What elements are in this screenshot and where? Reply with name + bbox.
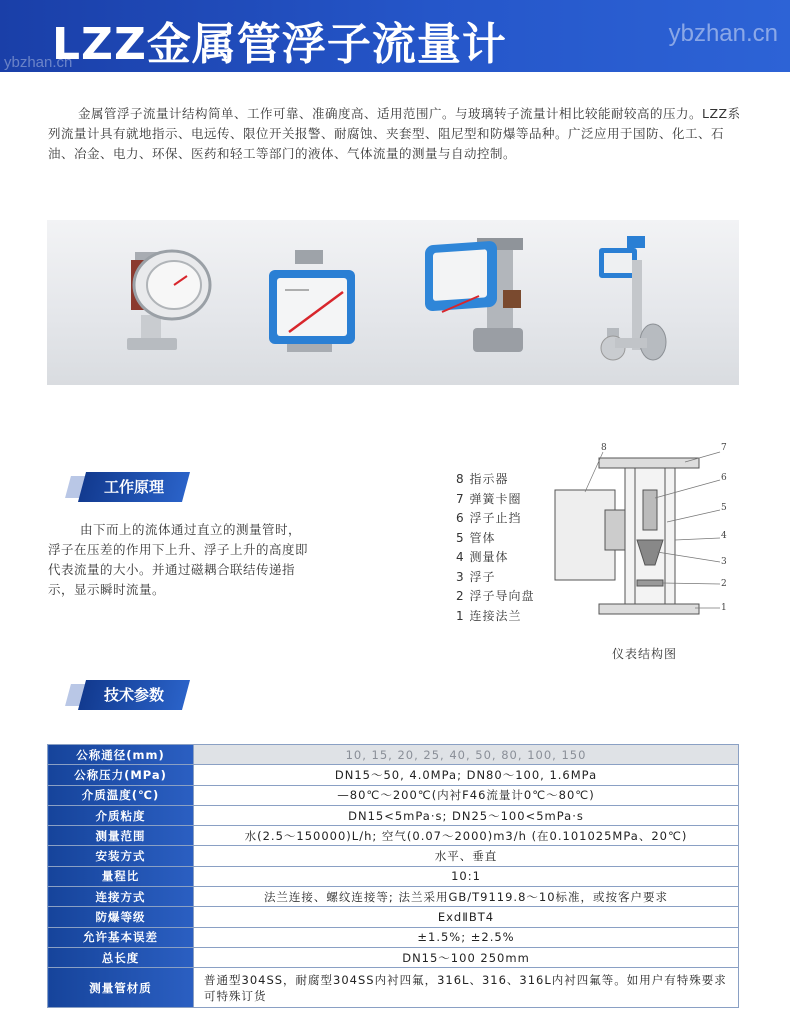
table-row [48,805,739,825]
table-row [48,968,739,1008]
principle-heading-badge [82,472,186,502]
table-row [48,765,739,785]
legend-item: 7 弹簧卡圈 [456,491,522,506]
spec-key: 量程比 [48,866,194,886]
diagram-number: 8 [601,443,607,453]
diagram-number: 4 [721,531,727,541]
page-title: LZZ金属管浮子流量计 [52,19,507,70]
diagram-number: 5 [721,503,727,513]
spec-value: 法兰连接、螺纹连接等; 法兰采用GB/T9119.8～10标准，或按客户要求 [194,887,739,907]
legend-item: 2 浮子导向盘 [456,589,535,603]
spec-key: 介质粘度 [48,805,194,825]
spec-table [47,744,739,1008]
legend-item: 5 管体 [456,530,496,545]
intro-paragraph: 金属管浮子流量计结构简单、工作可靠、准确度高、适用范围广。与玻璃转子流量计相比较能耐较高的压力。LZZ系列流量计具有就地指示、电远传、限位开关报警、耐腐蚀、夹套型、阻尼型和防爆等品种。广泛应用于国防、化工、石油、冶金、电力、环保、医药和轻工等部门的液体、气体流量的测量与自动控制。 [48,106,741,161]
specs-heading-badge [82,680,186,710]
watermark: ybzhan.cn [668,20,778,47]
spec-value: 10, 15, 20, 25, 40, 50, 80, 100, 150 [194,745,739,765]
principle-heading: 工作原理 [103,478,164,496]
spec-key: 公称压力(MPa) [48,765,194,785]
spec-key: 介质温度(℃) [48,785,194,805]
spec-value: DN15～100 250mm [194,947,739,967]
table-row [48,785,739,805]
spec-value: 10:1 [194,866,739,886]
table-row [48,927,739,947]
spec-value: 普通型304SS，耐腐型304SS内衬四氟，316L、316、316L内衬四氟等。如用户有特殊要求可特殊订货 [194,968,739,1008]
diagram-number: 6 [721,473,727,483]
legend-item: 6 浮子止挡 [456,511,522,525]
principle-paragraph: 由下而上的流体通过直立的测量管时，浮子在压差的作用下上升、浮子上升的高度即代表流量的大小。并通过磁耦合联结传递指示，显示瞬时流量。 [48,522,309,597]
spec-value: 水平、垂直 [194,846,739,866]
product-photos [47,220,739,385]
diagram-caption: 仪表结构图 [612,647,678,661]
diagram-number: 3 [721,557,727,567]
product-photo-2 [269,250,355,352]
product-photo-1 [127,251,210,350]
legend-item: 3 浮子 [456,569,496,584]
legend-item: 4 测量体 [456,550,509,564]
spec-key: 测量管材质 [48,968,194,1008]
legend-item: 8 指示器 [456,472,509,486]
legend-item: 1 连接法兰 [456,608,522,623]
spec-key: 安装方式 [48,846,194,866]
specs-heading: 技术参数 [103,686,164,704]
watermark-small: ybzhan.cn [4,54,73,71]
table-row [48,866,739,886]
spec-key: 连接方式 [48,887,194,907]
diagram-number: 2 [721,579,727,589]
product-photo-4 [599,236,666,360]
spec-value: 水(2.5～150000)L/h; 空气(0.07～2000)m3/h (在0.101025MPa、20℃) [194,826,739,846]
spec-key: 公称通径(mm) [48,745,194,765]
spec-value: ±1.5%; ±2.5% [194,927,739,947]
product-photo-3 [425,238,523,352]
spec-value: —80℃～200℃(内衬F46流量计0℃～80℃) [194,785,739,805]
table-row [48,947,739,967]
spec-value: DN15<5mPa·s; DN25～100<5mPa·s [194,805,739,825]
diagram-number: 7 [721,443,727,453]
diagram-lines [555,458,699,614]
table-row [48,887,739,907]
spec-key: 允许基本误差 [48,927,194,947]
table-row [48,826,739,846]
spec-value: DN15～50, 4.0MPa; DN80～100, 1.6MPa [194,765,739,785]
spec-key: 总长度 [48,947,194,967]
product-photo-strip [47,220,739,385]
table-row [48,745,739,765]
structure-diagram [545,440,745,630]
table-row [48,846,739,866]
structure-legend [456,470,534,626]
table-row [48,907,739,927]
spec-key: 测量范围 [48,826,194,846]
spec-value: ExdⅡBT4 [194,907,739,927]
header-banner [0,0,790,72]
diagram-number: 1 [721,603,727,613]
spec-key: 防爆等级 [48,907,194,927]
